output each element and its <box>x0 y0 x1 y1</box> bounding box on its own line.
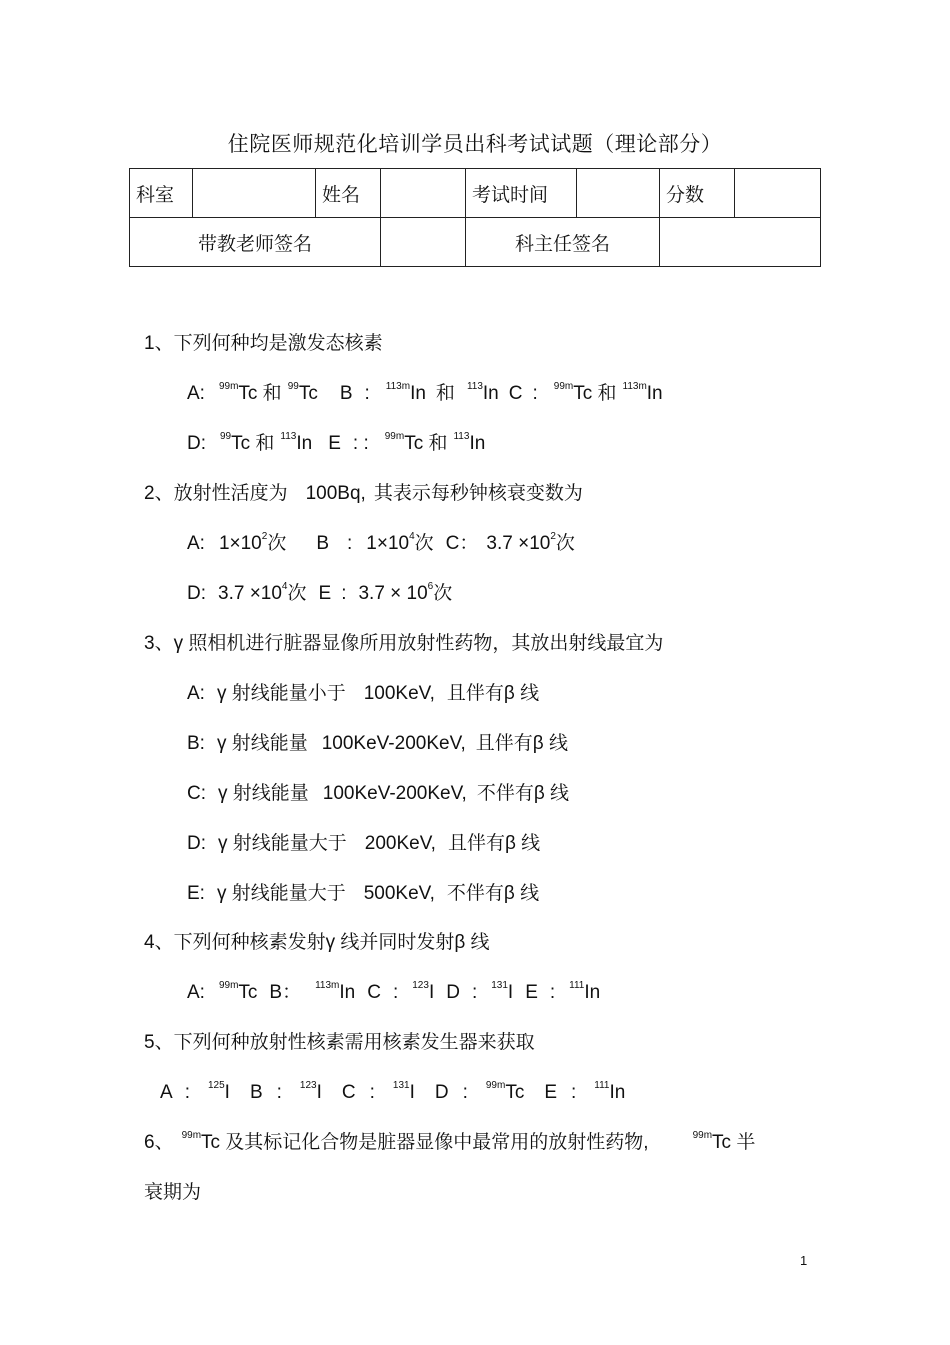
name-label: 姓名 <box>316 169 381 218</box>
q4-stem: 4、下列何种核素发射γ 线并同时发射β 线 <box>144 932 490 953</box>
q6-stem-line2: 衰期为 <box>144 1182 202 1203</box>
q3-option-c: C: γ 射线能量 100KeV-200KeV, 不伴有β 线 <box>187 783 570 804</box>
teacher-sign-field[interactable] <box>381 218 466 267</box>
q4-options: A: $^{99m}$Tc B： $^{113m}$In C : $^{123}$I D : $^{131}$I E : $^{111}$In <box>187 980 601 1003</box>
page-number: 1 <box>800 1253 808 1268</box>
q5-options: A : $^{125}$I B : $^{123}$I C : $^{131}$I D : $^{99m}$Tc E : $^{111}$In <box>160 1080 626 1103</box>
director-sign-field[interactable] <box>660 218 821 267</box>
page-title: 住院医师规范化培训学员出科考试试题（理论部分） <box>227 133 723 156</box>
dept-field[interactable] <box>193 169 316 218</box>
q3-stem: 3、γ 照相机进行脏器显像所用放射性药物，其放出射线最宜为 <box>144 633 664 654</box>
q2-options-b: D: $3.7 \times 10^4$次 E : $3.7 \times 10^6$次 <box>187 581 453 604</box>
q1-stem: 1、下列何种均是激发态核素 <box>144 333 383 354</box>
teacher-sign-label: 带教老师签名 <box>130 218 381 267</box>
q1-options-a: A: $^{99m}$Tc 和 $^{99}$Tc B : $^{113m}$In 和 $^{113}$In C : $^{99m}$Tc 和 $^{113m}$In <box>187 381 663 404</box>
q6-stem: 6、 $^{99m}$Tc 及其标记化合物是脏器显像中最常用的放射性药物, $^{99m}$Tc 半 <box>144 1130 756 1153</box>
q3-option-a: A: γ 射线能量小于 100KeV, 且伴有β 线 <box>187 683 540 704</box>
q3-option-b: B: γ 射线能量 100KeV-200KeV, 且伴有β 线 <box>187 733 568 754</box>
exam-time-field[interactable] <box>577 169 660 218</box>
director-sign-label: 科主任签名 <box>466 218 660 267</box>
q2-options-a: A: $1\times 10^2$次 B : $1\times 10^4$次 C： $3.7 \times 10^2$次 <box>187 531 575 554</box>
q1-options-b: D: $^{99}$Tc 和 $^{113}$In E : : $^{99m}$Tc 和 $^{113}$In <box>187 431 486 454</box>
score-label: 分数 <box>660 169 735 218</box>
q5-stem: 5、下列何种放射性核素需用核素发生器来获取 <box>144 1032 535 1053</box>
info-table <box>129 168 821 267</box>
q3-option-e: E: γ 射线能量大于 500KeV, 不伴有β 线 <box>187 883 540 904</box>
name-field[interactable] <box>381 169 466 218</box>
exam-time-label: 考试时间 <box>466 169 577 218</box>
score-field[interactable] <box>735 169 821 218</box>
dept-label: 科室 <box>130 169 193 218</box>
q2-stem: 2、放射性活度为 100Bq, 其表示每秒钟核衰变数为 <box>144 483 583 504</box>
q3-option-d: D: γ 射线能量大于 200KeV, 且伴有β 线 <box>187 833 541 854</box>
